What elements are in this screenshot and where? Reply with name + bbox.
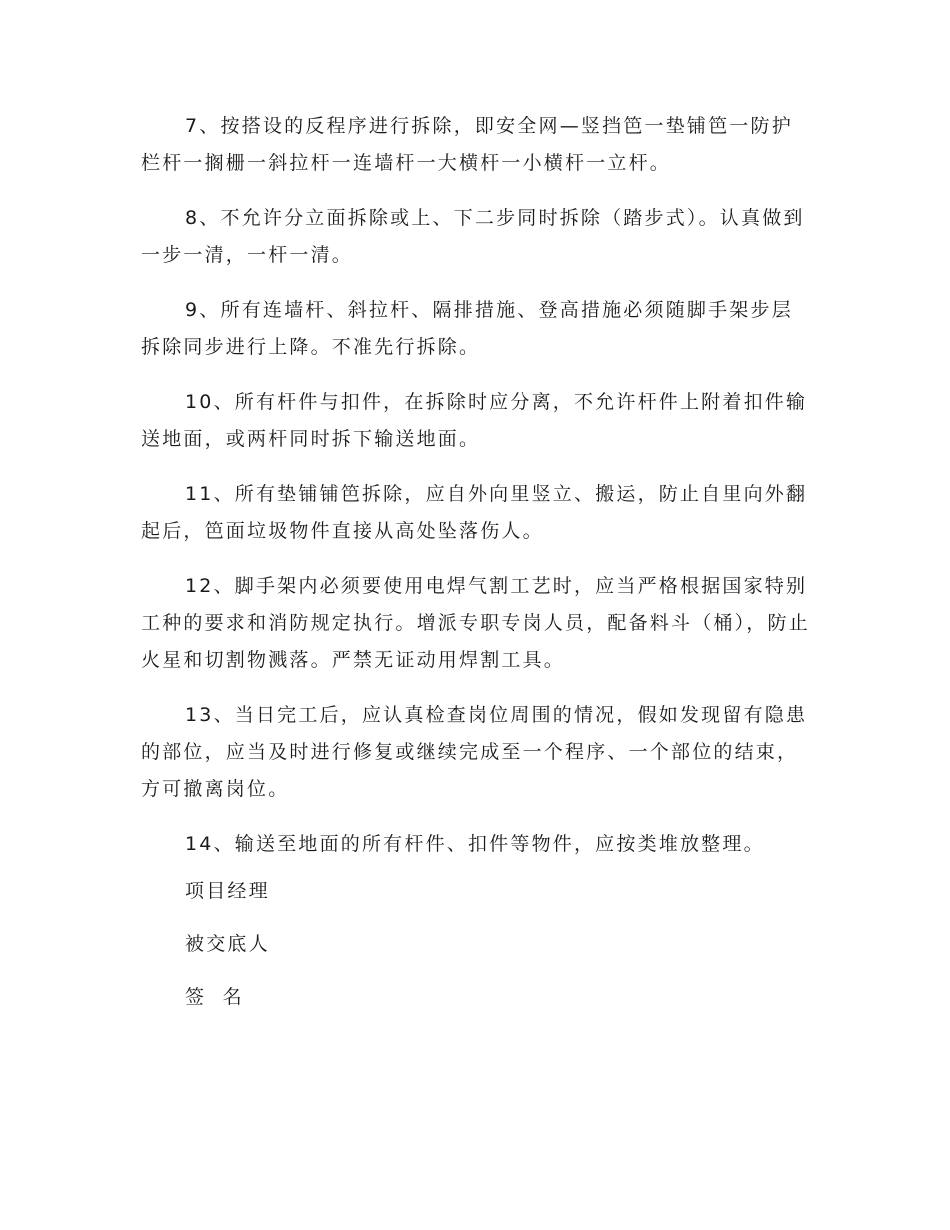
- paragraph-item-7: 7、按搭设的反程序进行拆除，即安全网—竖挡笆一垫铺笆一防护栏杆一搁栅一斜拉杆一连墙杆一大横杆一小横杆一立杆。: [141, 115, 793, 174]
- paragraph-item-11: 11、所有垫铺铺笆拆除，应自外向里竖立、搬运，防止自里向外翻起后，笆面垃圾物件直接从高处坠落伤人。: [141, 483, 808, 542]
- paragraph-item-8: 8、不允许分立面拆除或上、下二步同时拆除（踏步式）。认真做到一步一清，一杆一清。: [141, 207, 805, 266]
- document-body: [141, 108, 811, 1034]
- paragraph-item-12: 12、脚手架内必须要使用电焊气割工艺时，应当严格根据国家特别工种的要求和消防规定执行。增派专职专岗人员，配备料斗（桶），防止火星和切割物溅落。严禁无证动用焊割工具。: [141, 575, 810, 671]
- recipient-label: 被交底人: [185, 933, 270, 955]
- paragraph-item-14: 14、输送至地面的所有杆件、扣件等物件，应按类堆放整理。: [185, 833, 765, 855]
- paragraph-item-10: 10、所有杆件与扣件，在拆除时应分离，不允许杆件上附着扣件输送地面，或两杆同时拆下输送地面。: [141, 391, 808, 450]
- project-manager-label: 项目经理: [185, 880, 270, 902]
- paragraph-item-13: 13、当日完工后，应认真检查岗位周围的情况，假如发现留有隐患的部位，应当及时进行修复或继续完成至一个程序、一个部位的结束，方可撤离岗位。: [141, 704, 808, 800]
- paragraph-item-9: 9、所有连墙杆、斜拉杆、隔排措施、登高措施必须随脚手架步层拆除同步进行上降。不准先行拆除。: [141, 299, 793, 358]
- signature-label: 签 名: [185, 986, 244, 1008]
